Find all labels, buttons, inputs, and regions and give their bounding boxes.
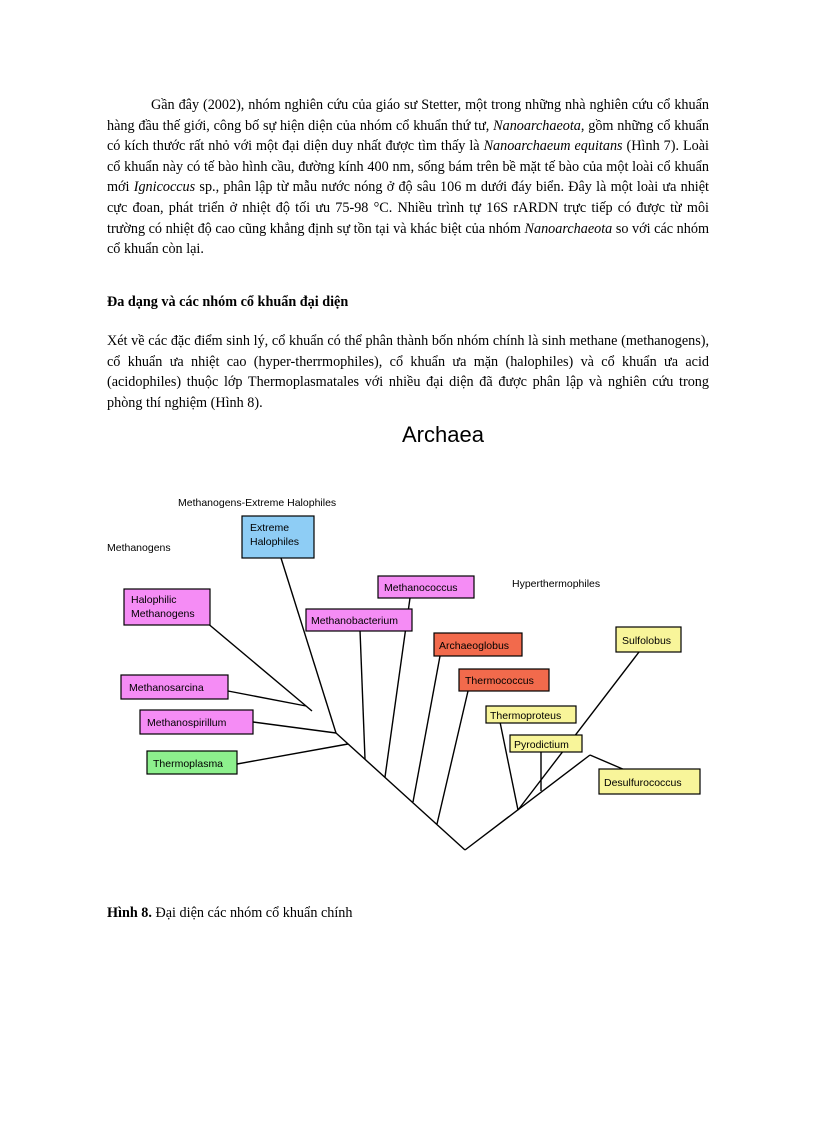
text-run: so với các nhóm cổ khuẩn còn lại.: [107, 220, 709, 258]
svg-text:Methanogens: Methanogens: [131, 608, 195, 620]
node-methanospirillum: [140, 710, 253, 734]
italic-term: Nanoarchaeota: [524, 220, 613, 237]
node-thermococcus: [459, 669, 549, 691]
svg-text:Methanococcus: Methanococcus: [384, 582, 458, 594]
svg-text:Extreme: Extreme: [250, 522, 290, 534]
node-thermoproteus: [486, 706, 576, 723]
figure-title: Archaea: [402, 422, 484, 447]
svg-text:Methanospirillum: Methanospirillum: [147, 717, 227, 729]
section-heading: Đa dạng và các nhóm cổ khuẩn đại diện: [107, 294, 349, 310]
node-sulfolobus: [616, 627, 681, 652]
branch-line: [228, 691, 306, 706]
branch-line: [281, 558, 336, 733]
svg-text:Methanobacterium: Methanobacterium: [311, 615, 398, 627]
branch-line: [437, 691, 468, 824]
group-label-hyperthermophiles: Hyperthermophiles: [512, 578, 601, 590]
branch-line: [237, 744, 348, 764]
svg-text:Methanosarcina: Methanosarcina: [129, 682, 204, 694]
node-extreme-halophiles: [242, 516, 314, 558]
italic-term: Nanoarchaeota: [493, 117, 581, 134]
figure-caption: [107, 905, 352, 922]
group-label-methanogens-halophiles: Methanogens-Extreme Halophiles: [178, 497, 337, 509]
svg-text:Halophiles: Halophiles: [250, 536, 300, 548]
svg-text:Sulfolobus: Sulfolobus: [622, 635, 672, 647]
text-run: Gần đây (2002), nhóm nghiên cứu của giáo sư Stetter, một trong những nhà nghiên cứu cổ khuẩn hàng đầu thế giới, công bố sự hiện diện của nhóm cổ khuẩn thứ tư,: [107, 97, 709, 134]
italic-term: Ignicoccus: [133, 179, 196, 196]
caption-text: Đại diện các nhóm cổ khuẩn chính: [151, 905, 353, 921]
branch-line: [336, 733, 465, 850]
branch-line: [590, 755, 625, 770]
text-run: sp., phân lập từ mẫu nước nóng ở độ sâu 106 m dưới đáy biển. Đây là một loài ưa nhiệt cực đoan, phát triển ở nhiệt độ tối ưu 75-98 °C. Nhiều trình tự 16S rARDN trực tiếp có được từ môi trường có nhiệt độ cao cũng khẳng định sự tồn tại và khác biệt của nhóm: [107, 179, 709, 237]
svg-text:Thermoproteus: Thermoproteus: [490, 710, 562, 722]
svg-text:Archaeoglobus: Archaeoglobus: [439, 640, 510, 652]
text-run: (Hình 7). Loài cổ khuẩn này có tế bào hình cầu, đường kính 400 nm, sống bám trên bề mặt tế bào của một loài cổ khuẩn mới: [107, 138, 709, 196]
node-methanococcus: [378, 576, 474, 598]
node-archaeoglobus: [434, 633, 522, 656]
branch-line: [253, 722, 336, 733]
svg-text:Desulfurococcus: Desulfurococcus: [604, 777, 682, 789]
node-halophilic-methanogens: [124, 589, 210, 625]
branch-line: [360, 630, 365, 759]
svg-text:Thermoplasma: Thermoplasma: [153, 758, 224, 770]
node-methanosarcina: [121, 675, 228, 699]
svg-text:Pyrodictium: Pyrodictium: [514, 739, 569, 751]
node-thermoplasma: [147, 751, 237, 774]
group-label-methanogens: Methanogens: [107, 542, 171, 554]
caption-label: Hình 8.: [107, 905, 152, 921]
branch-line: [465, 755, 590, 850]
node-desulfurococcus: [599, 769, 700, 794]
svg-text:Halophilic: Halophilic: [131, 594, 177, 606]
node-pyrodictium: [510, 735, 582, 752]
italic-term: Nanoarchaeum equitans: [483, 138, 623, 155]
paragraph-diversity: Xét về các đặc điểm sinh lý, cổ khuẩn có thể phân thành bốn nhóm chính là sinh methane (methanogens), cổ khuẩn ưa nhiệt cao (hyper-therrmophiles), cổ khuẩn ưa mặn (halophiles) và cổ khuẩn ưa acid (acidophiles) thuộc lớp Thermoplasmatales với nhiều đại diện đã được phân lập và nghiên cứu trong phòng thí nghiệm (Hình 8).: [107, 333, 709, 411]
text-run: , gồm những cổ khuẩn có kích thước rất nhỏ với một đại diện duy nhất được tìm thấy là: [107, 117, 709, 155]
branch-line: [413, 656, 440, 802]
svg-text:Thermococcus: Thermococcus: [465, 675, 534, 687]
node-methanobacterium: [306, 609, 412, 631]
